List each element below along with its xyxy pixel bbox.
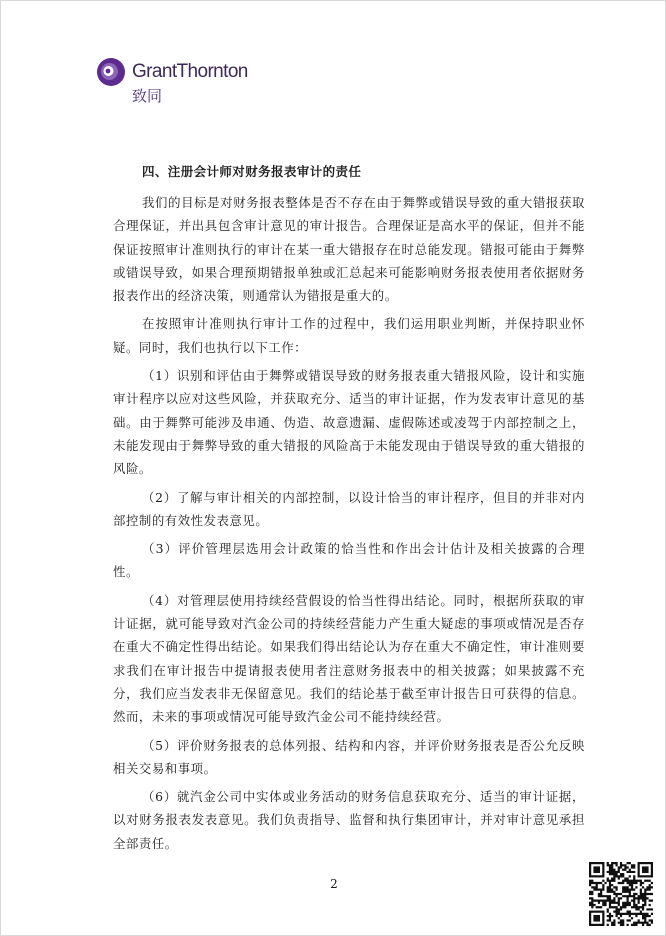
paragraph-objective: 我们的目标是对财务报表整体是否不存在由于舞弊或错误导致的重大错报获取合理保证，并出具包含审计意见的审计报告。合理保证是高水平的保证，但并不能保证按照审计准则执行的审计在某一重大错报存在时总能发现。错报可能由于舞弊或错误导致，如果合理预期错报单独或汇总起来可能影响财务报表使用者依据财务报表作出的经济决策，则通常认为错报是重大的。 [113, 195, 585, 304]
report-section [113, 161, 585, 860]
paragraph-item-5: （5）评价财务报表的总体列报、结构和内容，并评价财务报表是否公允反映相关交易和事项。 [113, 737, 585, 776]
paragraph-procedures-intro: 在按照审计准则执行审计工作的过程中，我们运用职业判断，并保持职业怀疑。同时，我们也执行以下工作： [113, 316, 585, 355]
grant-thornton-logo [96, 57, 316, 107]
logo-wordmark: GrantThornton [132, 61, 248, 82]
page-number: 2 [330, 877, 338, 891]
paragraph-item-2: （2）了解与审计相关的内部控制，以设计恰当的审计程序，但目的并非对内部控制的有效性发表意见。 [113, 489, 585, 528]
paragraph-item-6: （6）就汽金公司中实体或业务活动的财务信息获取充分、适当的审计证据，以对财务报表发表意见。我们负责指导、监督和执行集团审计，并对审计意见承担全部责任。 [113, 789, 585, 851]
paragraph-item-4: （4）对管理层使用持续经营假设的恰当性得出结论。同时，根据所获取的审计证据，就可能导致对汽金公司的持续经营能力产生重大疑虑的事项或情况是否存在重大不确定性得出结论。如果我们得出结论认为存在重大不确定性，审计准则要求我们在审计报告中提请报表使用者注意财务报表中的相关披露；如果披露不充分，我们应当发表非无保留意见。我们的结论基于截至审计报告日可获得的信息。然而，未来的事项或情况可能导致汽金公司不能持续经营。 [113, 592, 585, 725]
qr-code-icon [589, 862, 653, 926]
grant-thornton-logo-icon [96, 57, 126, 87]
paragraph-item-3: （3）评价管理层选用会计政策的恰当性和作出会计估计及相关披露的合理性。 [113, 541, 585, 580]
logo-chinese-name: 致同 [132, 87, 163, 105]
section-heading: 四、注册会计师对财务报表审计的责任 [142, 164, 362, 179]
paragraph-item-1: （1）识别和评估由于舞弊或错误导致的财务报表重大错报风险，设计和实施审计程序以应对这些风险，并获取充分、适当的审计证据，作为发表审计意见的基础。由于舞弊可能涉及串通、伪造、故意遗漏、虚假陈述或凌驾于内部控制之上，未能发现由于舞弊导致的重大错报的风险高于未能发现由于错误导致的重大错报的风险。 [113, 368, 585, 477]
